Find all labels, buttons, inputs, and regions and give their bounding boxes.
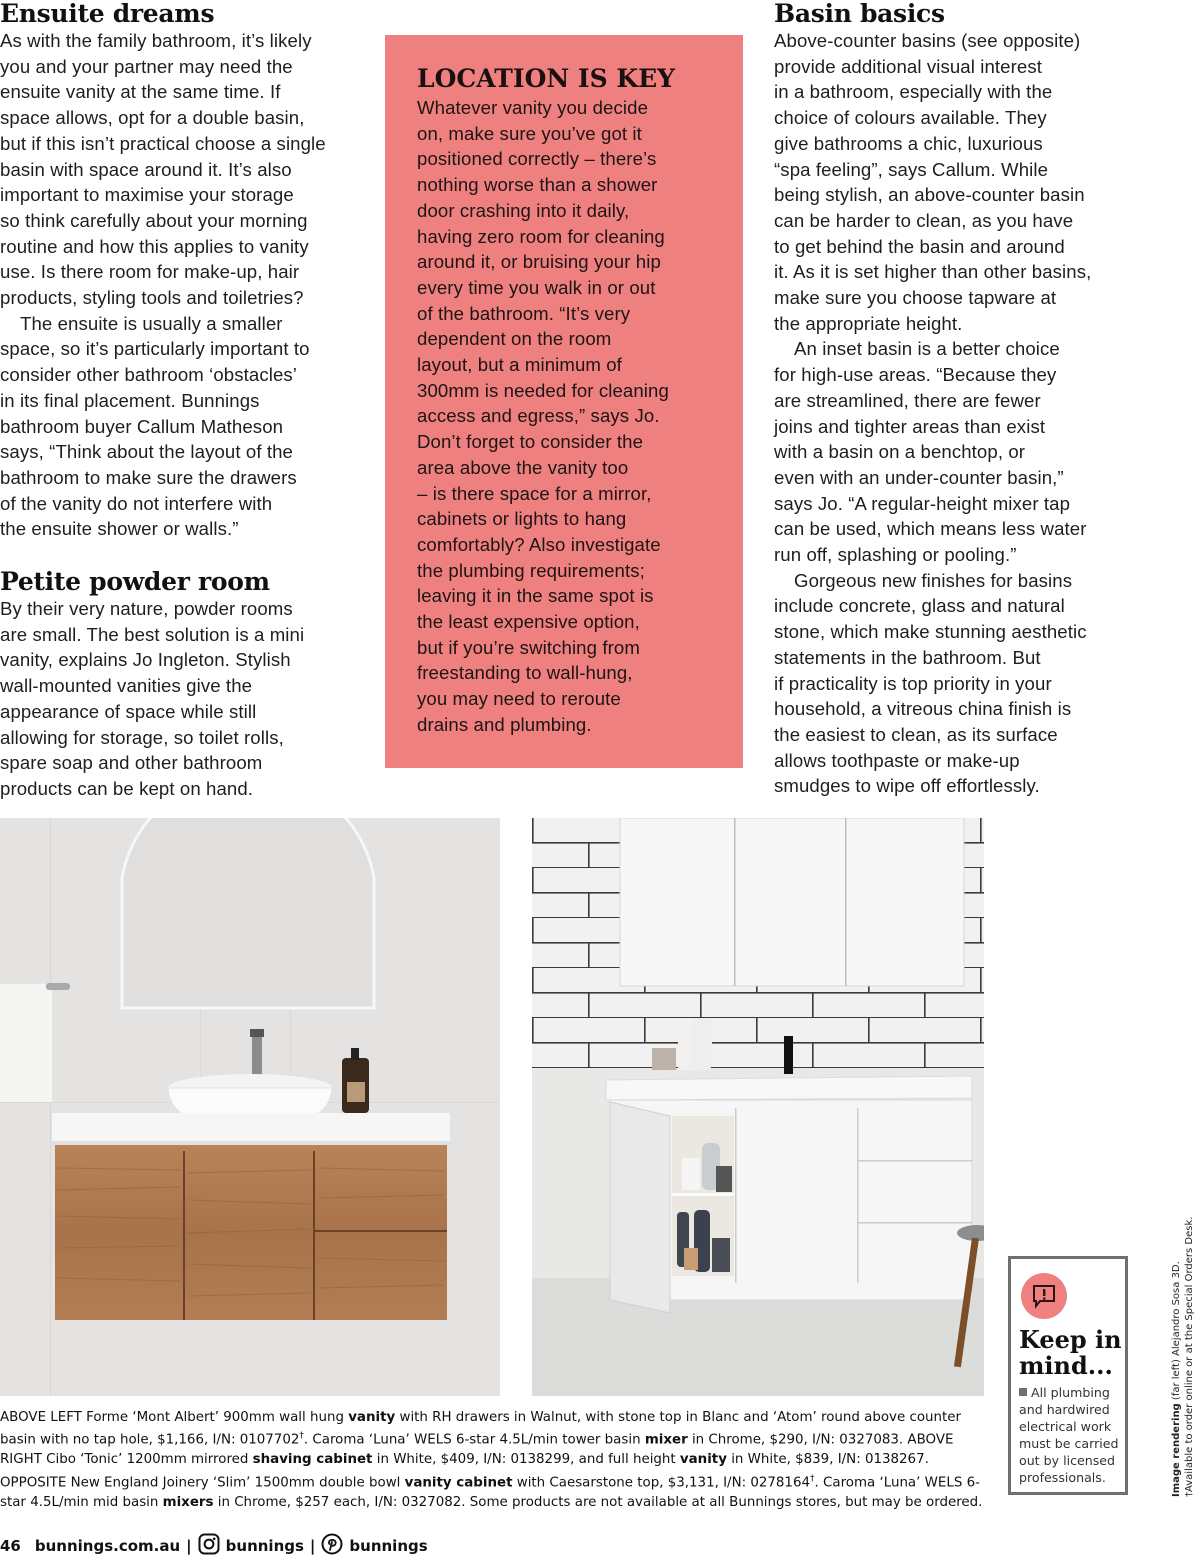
text-line: space, so it’s particularly important to — [0, 338, 310, 360]
text-line: the least expensive option, — [417, 611, 640, 633]
caption-text: † — [299, 1431, 304, 1442]
text-line: household, a vitreous china finish is — [774, 698, 1072, 720]
text-line: in a bathroom, especially with the — [774, 81, 1053, 103]
text-line: 300mm is needed for cleaning — [417, 379, 669, 401]
text-line: Don’t forget to consider the — [417, 431, 644, 453]
text-line: the plumbing requirements; — [417, 559, 645, 581]
text-line: include concrete, glass and natural — [774, 595, 1065, 617]
text-line: bathroom to make sure the drawers — [0, 466, 297, 488]
text-line: run off, splashing or pooling.” — [774, 544, 1017, 566]
caption-keyword: vanity — [348, 1410, 396, 1425]
text-line: “spa feeling”, says Callum. While — [774, 158, 1049, 180]
text-line: freestanding to wall-hung, — [417, 662, 633, 684]
caption-text: with RH drawers in Walnut, with stone top in Blanc and ‘Atom’ round above counter basin with no tap hole, $1,166, I/N: 0107702 — [0, 1410, 961, 1448]
text-line: By their very nature, powder rooms — [0, 598, 293, 620]
caption-text: in White, $839, I/N: 0138267. OPPOSITE New England Joinery ‘Slim’ 1500mm double bowl — [0, 1452, 929, 1491]
text-line: bathroom buyer Callum Matheson — [0, 415, 284, 437]
ensuite-body — [0, 28, 370, 542]
caption-keyword: mixers — [162, 1494, 214, 1510]
text-line: vanity, explains Jo Ingleton. Stylish — [0, 649, 291, 671]
text-line: stone, which make stunning aesthetic — [774, 621, 1087, 643]
text-line: in its final placement. Bunnings — [0, 389, 260, 411]
text-line: smudges to wipe off effortlessly. — [774, 775, 1040, 797]
text-line: says Jo. “A regular-height mixer tap — [774, 492, 1071, 514]
caption-keyword: vanity — [679, 1452, 727, 1468]
text-line: you and your partner may need the — [0, 55, 293, 77]
text-line: use. Is there room for make-up, hair — [0, 261, 300, 283]
text-line: appearance of space while still — [0, 700, 257, 722]
text-line: cabinets or lights to hang — [417, 508, 627, 530]
text-line: are streamlined, there are fewer — [774, 389, 1041, 411]
caption-text: † — [810, 1473, 815, 1484]
caption-text: . Caroma ‘Luna’ WELS 6-star 4.5L/min tower basin — [303, 1432, 645, 1448]
keep-in-mind-title-line2: mind... — [1019, 1351, 1113, 1380]
text-line: spare soap and other bathroom — [0, 752, 263, 774]
text-line: door crashing into it daily, — [417, 199, 630, 221]
location-body — [417, 95, 733, 738]
text-line: wall-mounted vanities give the — [0, 675, 253, 697]
text-line: but if you’re switching from — [417, 636, 640, 658]
photo-caption — [0, 1408, 990, 1512]
text-line: so think carefully about your morning — [0, 209, 308, 231]
square-bullet-icon — [1019, 1388, 1027, 1396]
text-line: statements in the bathroom. But — [774, 646, 1041, 668]
left-column — [0, 0, 370, 802]
website-link[interactable]: bunnings.com.au — [34, 1537, 181, 1555]
text-line: to get behind the basin and around — [774, 235, 1065, 257]
heading-basin-basics: Basin basics — [774, 0, 945, 28]
text-line: if practicality is top priority in your — [774, 672, 1052, 694]
white-vanity-illustration — [532, 818, 984, 1396]
text-line: the ensuite shower or walls.” — [0, 518, 239, 540]
keep-in-mind-title-line1: Keep in — [1019, 1325, 1122, 1354]
separator: | — [186, 1537, 192, 1555]
text-line: having zero room for cleaning — [417, 225, 665, 247]
special-orders-note: †Available to order online or at the Special Orders Desk. — [1184, 1216, 1195, 1497]
text-line: space allows, opt for a double basin, — [0, 107, 305, 129]
text-line: choice of colours available. They — [774, 107, 1047, 129]
text-line: with a basin on a benchtop, or — [774, 441, 1026, 463]
caption-keyword: mixer — [644, 1432, 688, 1448]
text-line: the easiest to clean, as its surface — [774, 723, 1058, 745]
speech-bubble-exclamation-icon — [1021, 1273, 1067, 1319]
pinterest-handle[interactable]: bunnings — [349, 1537, 428, 1555]
text-line: Above-counter basins (see opposite) — [774, 30, 1081, 51]
text-line: even with an under-counter basin,” — [774, 466, 1064, 488]
text-line: access and egress,” says Jo. — [417, 405, 660, 427]
caption-keyword: shaving cabinet — [252, 1452, 373, 1468]
text-line: Whatever vanity you decide — [417, 97, 649, 118]
text-line: the appropriate height. — [774, 312, 963, 334]
text-line: says, “Think about the layout of the — [0, 441, 294, 463]
caption-text: in Chrome, $290, I/N: 0327083. ABOVE RIGHT Cibo ‘Tonic’ 1200mm mirrored — [0, 1432, 954, 1468]
keep-in-mind-note — [1019, 1384, 1125, 1486]
text-line: make sure you choose tapware at — [774, 287, 1057, 309]
text-line: you may need to reroute — [417, 688, 621, 710]
text-line: every time you walk in or out — [417, 276, 656, 298]
text-line: Gorgeous new finishes for basins — [794, 569, 1073, 591]
credit-label: Image rendering — [1171, 1403, 1182, 1497]
basin-body — [774, 28, 1134, 799]
text-line: ensuite vanity at the same time. If — [0, 81, 281, 103]
text-line: nothing worse than a shower — [417, 174, 658, 196]
text-line: – is there space for a mirror, — [417, 482, 652, 504]
walnut-vanity-illustration — [0, 818, 500, 1396]
image-credit — [1170, 1177, 1196, 1497]
text-line: The ensuite is usually a smaller — [20, 312, 283, 334]
text-line: can be used, which means less water — [774, 518, 1087, 540]
text-line: As with the family bathroom, it’s likely — [0, 30, 312, 51]
text-line: routine and how this applies to vanity — [0, 235, 309, 257]
text-line: layout, but a minimum of — [417, 354, 622, 376]
caption-text: with Caesarstone top, $3,131, I/N: 0278164 — [512, 1475, 810, 1491]
credit-text: (far left) Alejandro Sosa 3D. — [1171, 1261, 1182, 1404]
instagram-icon[interactable] — [198, 1533, 220, 1559]
text-line: basin with space around it. It’s also — [0, 158, 292, 180]
caption-keyword: vanity cabinet — [404, 1475, 513, 1491]
text-line: allowing for storage, so toilet rolls, — [0, 726, 284, 748]
caption-text: in White, $409, I/N: 0138299, and full height — [372, 1452, 680, 1468]
text-line: allows toothpaste or make-up — [774, 749, 1020, 771]
keep-in-mind-note-text: All plumbing and hardwired electrical work must be carried out by licensed professionals. — [1019, 1385, 1119, 1485]
location-is-key-box — [385, 35, 743, 768]
text-line: provide additional visual interest — [774, 55, 1042, 77]
text-line: joins and tighter areas than exist — [774, 415, 1046, 437]
text-line: but if this isn’t practical choose a single — [0, 132, 326, 154]
text-line: on, make sure you’ve got it — [417, 122, 642, 144]
text-line: dependent on the room — [417, 328, 612, 350]
text-line: comfortably? Also investigate — [417, 533, 661, 555]
caption-text: ABOVE LEFT Forme ‘Mont Albert’ 900mm wall hung — [0, 1410, 349, 1425]
text-line: area above the vanity too — [417, 456, 629, 478]
heading-petite-powder-room: Petite powder room — [0, 567, 270, 597]
page-number: 46 — [0, 1537, 21, 1555]
keep-in-mind-title — [1019, 1327, 1122, 1379]
heading-ensuite-dreams: Ensuite dreams — [0, 0, 215, 28]
keep-in-mind-box — [1008, 1256, 1128, 1495]
text-line: consider other bathroom ‘obstacles’ — [0, 364, 298, 386]
text-line: leaving it in the same spot is — [417, 585, 654, 607]
page-footer — [0, 1533, 428, 1559]
text-line: give bathrooms a chic, luxurious — [774, 132, 1043, 154]
text-line: can be harder to clean, as you have — [774, 209, 1074, 231]
right-column — [774, 0, 1134, 799]
text-line: products, styling tools and toiletries? — [0, 287, 304, 309]
instagram-handle[interactable]: bunnings — [225, 1537, 304, 1555]
text-line: important to maximise your storage — [0, 184, 294, 206]
text-line: of the vanity do not interfere with — [0, 492, 273, 514]
text-line: it. As it is set higher than other basins, — [774, 261, 1092, 283]
caption-text: . Caroma ‘Luna’ WELS 6-star 4.5L/min mid basin — [0, 1475, 980, 1510]
text-line: for high-use areas. “Because they — [774, 364, 1057, 386]
text-line: An inset basin is a better choice — [794, 338, 1060, 360]
separator: | — [309, 1537, 316, 1555]
text-line: being stylish, an above-counter basin — [774, 184, 1085, 206]
text-line: around it, or bruising your hip — [417, 251, 661, 273]
text-line: are small. The best solution is a mini — [0, 623, 305, 645]
pinterest-icon[interactable] — [321, 1533, 343, 1559]
photo-walnut-vanity — [0, 818, 500, 1396]
text-line: of the bathroom. “It’s very — [417, 302, 631, 324]
text-line: products can be kept on hand. — [0, 777, 254, 799]
text-line: drains and plumbing. — [417, 713, 592, 735]
powder-room-body — [0, 596, 370, 802]
text-line: positioned correctly – there’s — [417, 148, 657, 170]
heading-location-is-key: LOCATION IS KEY — [417, 64, 675, 93]
photo-white-vanity — [532, 818, 984, 1396]
caption-text: in Chrome, $257 each, I/N: 0327082. Some products are not available at all Bunnings stores, but may be ordered. — [213, 1494, 983, 1510]
